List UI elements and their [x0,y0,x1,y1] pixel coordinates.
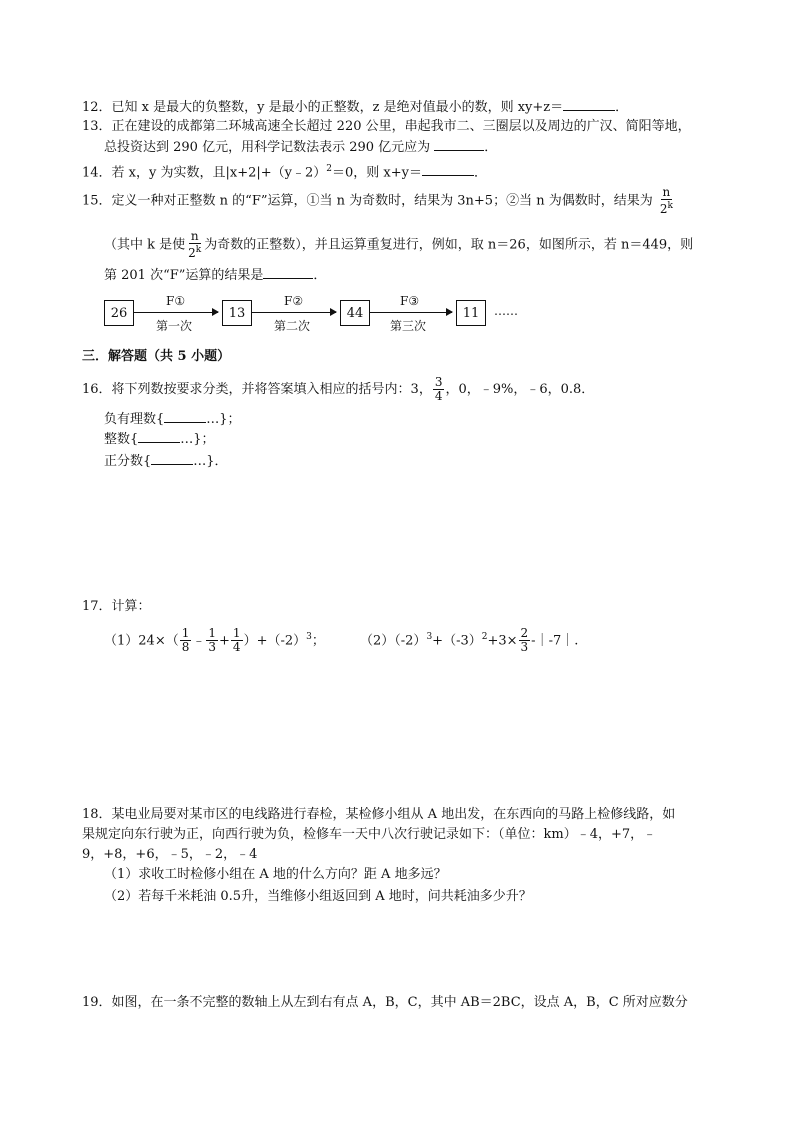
question-15-line1 [82,186,676,216]
category-positive-fraction: 正分数{ …}． [104,454,228,469]
flow-step-label: 第一次 [156,319,193,333]
answer-blank[interactable] [422,163,474,176]
answer-blank[interactable] [563,98,615,111]
flow-arrow [134,312,218,313]
q12-end: ． [615,100,629,115]
q15-text3: 第 201 次“F”运算的结果是 [104,268,264,283]
answer-blank[interactable] [164,410,206,423]
flow-box: 44 [340,300,370,326]
question-18-sub2: （2）若每千米耗油 0.5升，当维修小组返回到 A 地时，问共耗油多少升？ [104,889,532,904]
answer-blank[interactable] [138,430,180,443]
answer-blank[interactable] [263,266,313,279]
q15-text: 15．定义一种对正整数 n 的“F”运算，①当 n 为奇数时，结果为 3n+5；②当 n 为偶数时，结果为 [82,193,653,209]
question-14 [82,160,487,182]
q16-text: 16．将下列数按要求分类，并将答案填入相应的括号内：3， [82,382,432,397]
question-18-line3: 9，+8，+6，﹣5，﹣2，﹣4 [82,847,258,862]
flow-step-label: 第三次 [390,319,427,333]
fraction-3-4: $\frac{3}{4}$ [434,375,443,403]
flow-arrow [370,312,452,313]
question-15-line2 [104,230,693,260]
question-17-part1: （1）24×（ $\frac{1}{8}$ ﹣ $\frac{1}{3}$ + $\frac{1}{4}$ ）$+(-2)^3$； [104,626,325,655]
q12-text: 12．已知 x 是最大的负整数，y 是最小的正整数，z 是绝对值最小的数，则 xy+z＝ [82,100,564,115]
q13-text: 总投资达到 290 亿元，用科学记数法表示 290 亿元应为 [104,140,431,155]
question-16 [82,376,594,403]
q14-text: 14．若 x，y 为实数，且|x+2|+（y﹣2） [82,165,327,181]
flow-op-label: F③ [400,294,420,308]
question-18-line1: 18．某电业局要对某市区的电线路进行春检，某检修小组从 A 地出发，在东西向的马路上检修线路，如 [82,807,676,822]
q16-text2: ，0，﹣9%，﹣6，0.8． [445,382,595,397]
q14-exponent: 2 [326,164,332,174]
question-18-line2: 果规定向东行驶为正，向西行驶为负，检修车一天中八次行驶记录如下：（单位：km）﹣4，+7，﹣ [82,827,657,842]
flow-op-label: F② [284,294,304,308]
fraction-n-over-2k: $\frac{n}{2^k}$ [188,229,202,260]
flow-box: 26 [104,300,134,326]
fraction-n-over-2k: $\frac{n}{2^k}$ [659,185,673,216]
question-17-part2: $(2)(-2)^3+(-3)^2+3\times$ $\frac{2}{3}$ -｜-7｜. [360,626,579,655]
flow-box: 11 [456,300,486,326]
question-12 [82,98,628,117]
question-18-sub1: （1）求收工时检修小组在 A 地的什么方向？距 A 地多远？ [104,867,447,882]
answer-blank[interactable] [434,138,484,151]
q13-end: ． [484,140,498,155]
category-integer: 整数{ …}； [104,432,215,447]
question-17-title: 17．计算： [82,599,151,614]
section-heading: 三．解答题（共 5 小题） [82,349,231,364]
question-13-line2 [104,138,497,157]
q15-text2a: （其中 k 是使 [104,237,186,253]
question-13-line1: 13．正在建设的成都第二环城高速全长超过 220 公里，串起我市二、三圈层以及周边的广汉、简阳等地， [82,119,691,134]
flow-op-label: F① [166,294,186,308]
q15-text2b: 为奇数的正整数），并且运算重复进行，例如，取 n＝26，如图所示，若 n＝449，则 [204,237,694,253]
flow-step-label: 第二次 [274,319,311,333]
category-negative-rational: 负有理数{ …}； [104,412,241,427]
question-15-line3 [104,266,326,285]
q15-end: ． [313,268,327,283]
flow-arrow [252,312,336,313]
flow-box: 13 [222,300,252,326]
flow-ellipsis: …… [494,304,518,318]
answer-blank[interactable] [151,452,193,465]
q14-text2: ＝0，则 x+y＝ [331,165,422,181]
question-19-line1: 19．如图，在一条不完整的数轴上从左到右有点 A，B，C，其中 AB＝2BC，设点 A，B，C 所对应数分 [82,995,688,1010]
q14-end: ． [473,165,487,181]
